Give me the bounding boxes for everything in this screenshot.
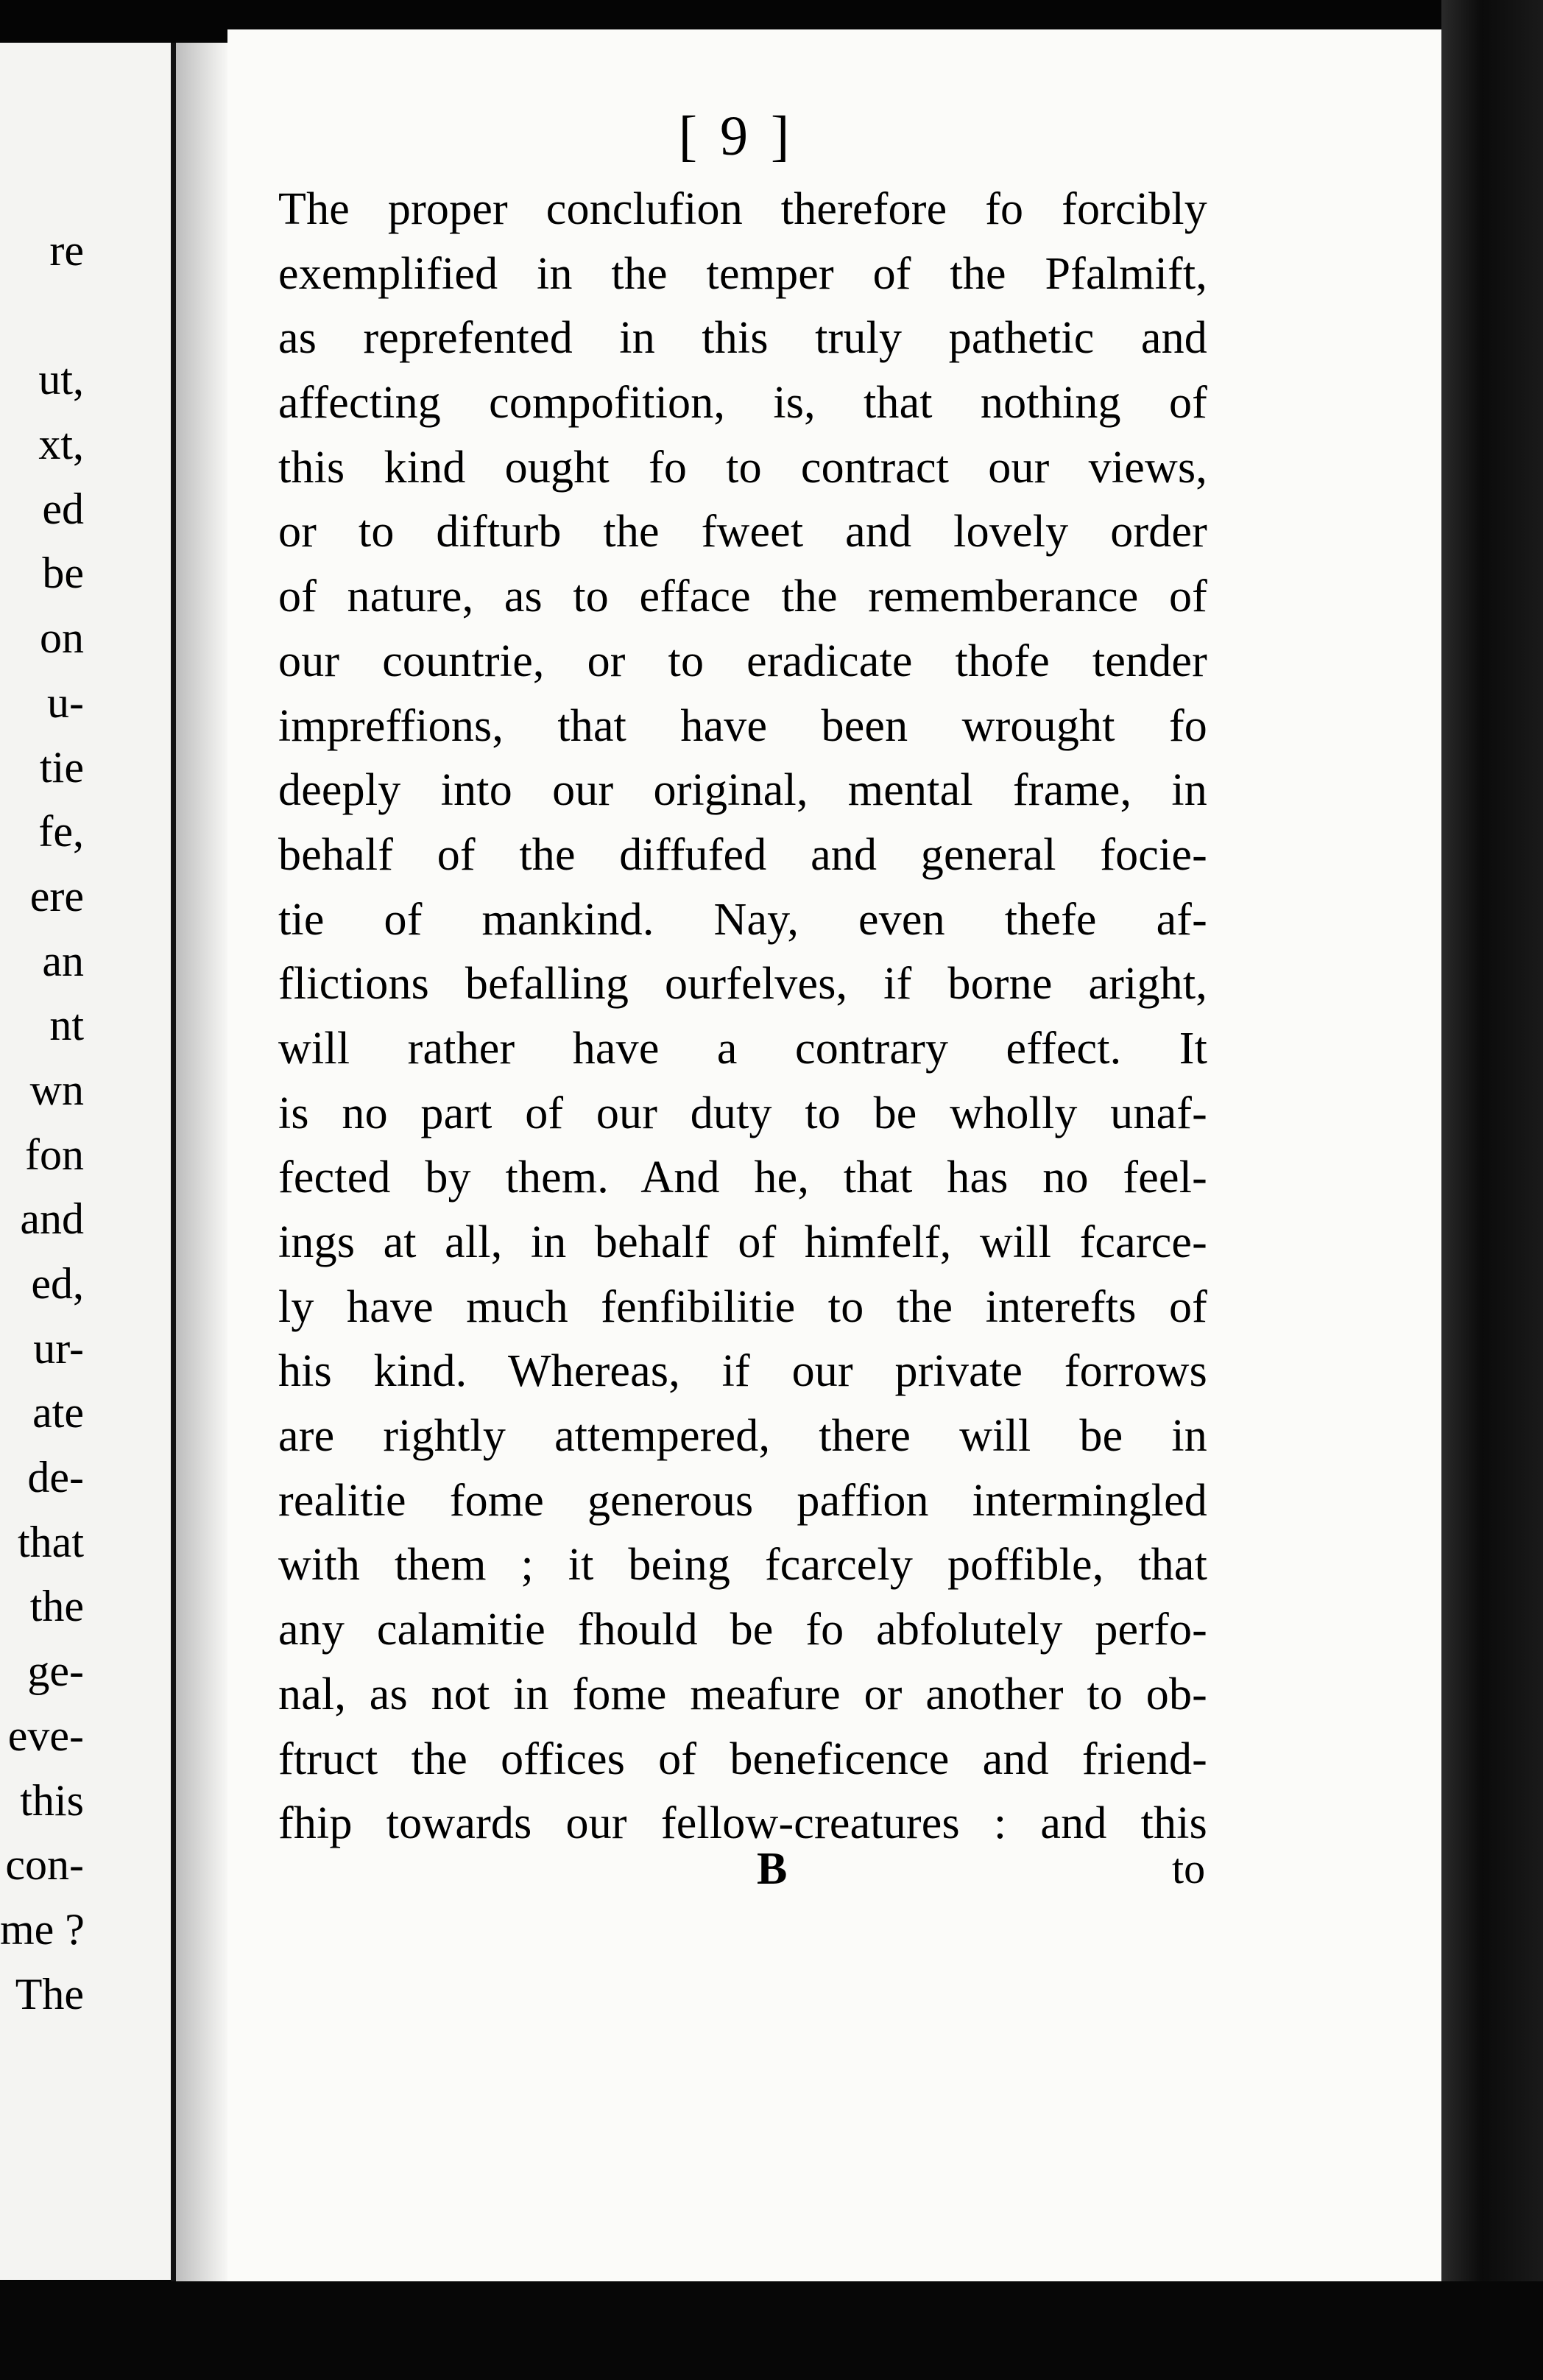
text-line: fhip towards our fellow-creatures : and this bbox=[278, 1798, 1207, 1849]
previous-page-line-fragment: this bbox=[20, 1775, 84, 1825]
previous-page-text-fragments bbox=[0, 218, 88, 2026]
previous-page-line-fragment bbox=[0, 283, 88, 348]
text-line: ings at all, in behalf of himfelf, will fcarce- bbox=[278, 1217, 1207, 1267]
text-line: impreffions, that have been wrought fo bbox=[278, 700, 1207, 751]
text-line: ly have much fenfibilitie to the interefts of bbox=[278, 1281, 1207, 1332]
previous-page-line-fragment: fe, bbox=[38, 807, 84, 856]
previous-page-line-fragment: the bbox=[29, 1582, 84, 1631]
text-line: any calamitie fhould be fo abfolutely perfo- bbox=[278, 1605, 1207, 1655]
previous-page-line-fragment: con- bbox=[5, 1840, 84, 1890]
previous-page-line-fragment: xt, bbox=[38, 420, 84, 469]
text-line: of nature, as to efface the rememberance of bbox=[278, 571, 1207, 622]
text-line: deeply into our original, mental frame, in bbox=[278, 765, 1207, 816]
previous-page-line-fragment: wn bbox=[29, 1065, 84, 1114]
text-line: affecting compofition, is, that nothing of bbox=[278, 378, 1207, 429]
text-line: nal, as not in fome meafure or another to ob- bbox=[278, 1669, 1207, 1719]
catchword: to bbox=[1172, 1845, 1206, 1893]
previous-page-line-fragment: ed bbox=[42, 484, 84, 533]
previous-page-line-fragment: ur- bbox=[33, 1323, 84, 1373]
previous-page-line-fragment: and bbox=[20, 1194, 84, 1244]
previous-page-line-fragment: nt bbox=[49, 1001, 84, 1050]
text-line: our countrie, or to eradicate thofe tender bbox=[278, 636, 1207, 686]
previous-page-line-fragment: ed, bbox=[31, 1259, 84, 1308]
text-line: as reprefented in this truly pathetic and bbox=[278, 313, 1207, 364]
text-line: this kind ought fo to contract our views, bbox=[278, 442, 1207, 493]
text-line: realitie fome generous paffion intermingled bbox=[278, 1475, 1207, 1526]
previous-page-line-fragment: tie bbox=[40, 742, 84, 792]
text-line: ftruct the offices of beneficence and friend- bbox=[278, 1733, 1207, 1784]
text-line: is no part of our duty to be wholly unaf- bbox=[278, 1088, 1207, 1138]
previous-page-line-fragment: de- bbox=[27, 1453, 84, 1502]
previous-page-line-fragment: me ? bbox=[0, 1904, 85, 1954]
signature-mark: B bbox=[757, 1844, 788, 1894]
text-line: his kind. Whereas, if our private forrows bbox=[278, 1346, 1207, 1397]
text-line: or to difturb the fweet and lovely order bbox=[278, 507, 1207, 557]
previous-page-line-fragment: u- bbox=[47, 677, 84, 727]
text-line: are rightly attempered, there will be in bbox=[278, 1411, 1207, 1462]
text-line: exemplified in the temper of the Pfalmift, bbox=[278, 248, 1207, 299]
previous-page-line-fragment: ere bbox=[29, 871, 84, 920]
text-line: flictions befalling ourfelves, if borne aright, bbox=[278, 959, 1207, 1010]
text-line: will rather have a contrary effect. It bbox=[278, 1023, 1207, 1074]
previous-page-line-fragment: ge- bbox=[27, 1647, 84, 1696]
previous-page-line-fragment: that bbox=[18, 1517, 84, 1566]
body-text bbox=[278, 177, 1207, 1856]
previous-page-line-fragment: re bbox=[49, 226, 84, 275]
gutter-line bbox=[171, 43, 176, 2281]
text-line: fected by them. And he, that has no feel- bbox=[278, 1152, 1207, 1203]
previous-page-line-fragment: eve- bbox=[7, 1711, 84, 1760]
gutter-shadow bbox=[176, 43, 227, 2281]
text-line: tie of mankind. Nay, even thefe af- bbox=[278, 894, 1207, 945]
previous-page-line-fragment: be bbox=[42, 549, 84, 598]
text-line: The proper conclufion therefore fo forcibly bbox=[278, 184, 1207, 234]
bottom-edge bbox=[0, 2281, 1543, 2380]
previous-page-line-fragment: fon bbox=[25, 1130, 84, 1179]
page-edge bbox=[1441, 0, 1543, 2380]
previous-page-line-fragment: an bbox=[42, 936, 84, 985]
text-line: with them ; it being fcarcely poffible, that bbox=[278, 1540, 1207, 1591]
previous-page-line-fragment: ate bbox=[32, 1388, 84, 1437]
previous-page-line-fragment: on bbox=[40, 613, 84, 663]
previous-page-line-fragment: The bbox=[15, 1969, 84, 2018]
text-line: behalf of the diffufed and general focie- bbox=[278, 829, 1207, 880]
page-number: [ 9 ] bbox=[678, 105, 794, 167]
previous-page-line-fragment: ut, bbox=[38, 355, 84, 404]
